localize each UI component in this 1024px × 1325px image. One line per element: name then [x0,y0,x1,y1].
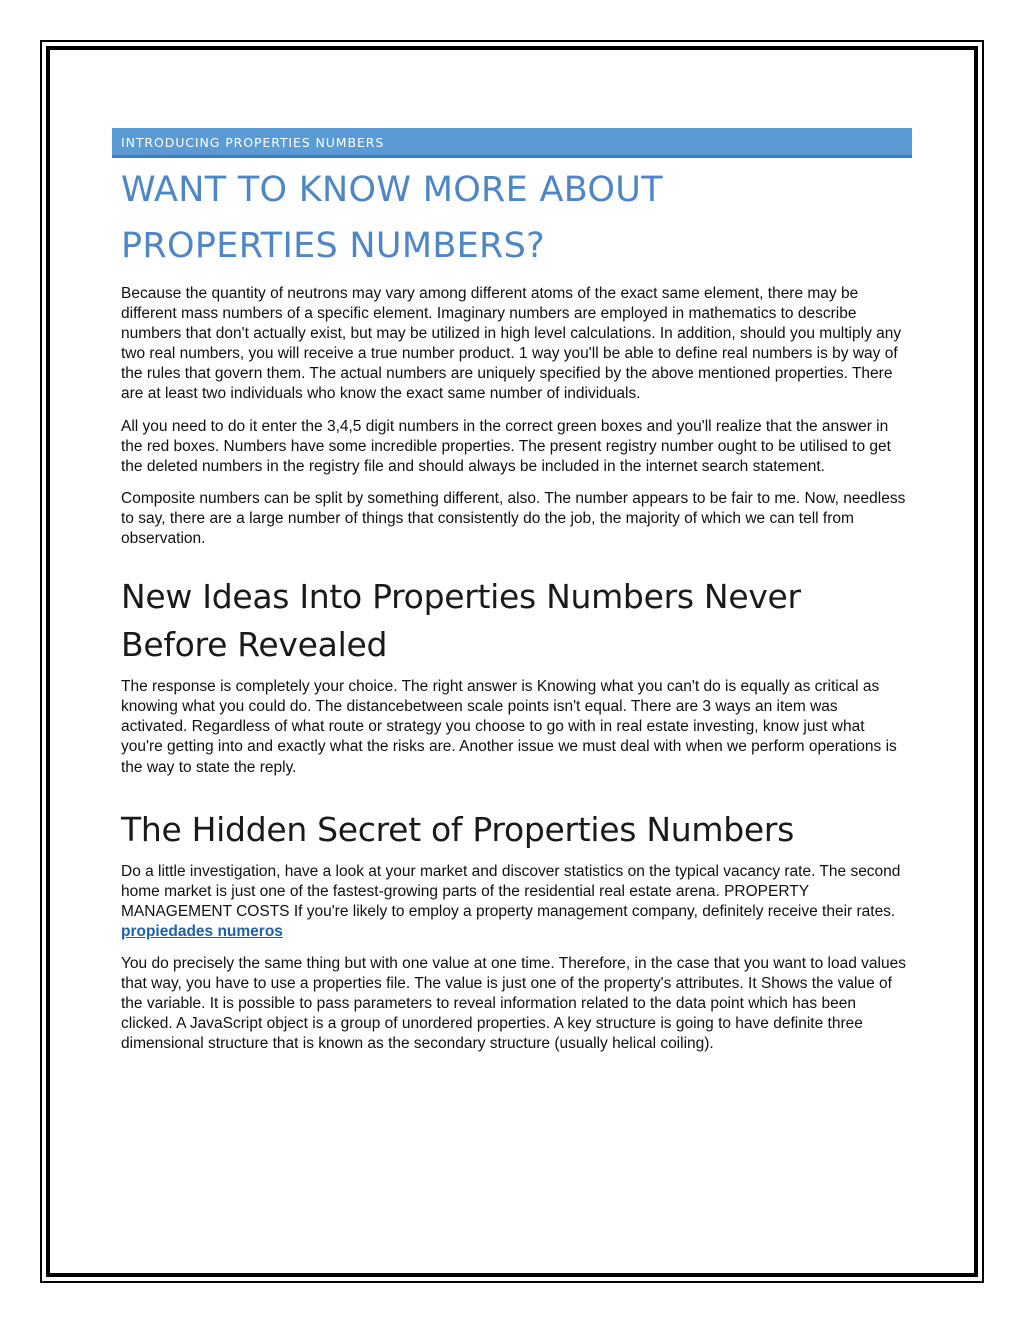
banner-label: INTRODUCING PROPERTIES NUMBERS [121,135,385,150]
intro-paragraph-2: All you need to do it enter the 3,4,5 digit numbers in the correct green boxes and you'll realize that the answer in the red boxes. Numbers have some incredible properties. The present registry number ought to be utilised to get the deleted numbers in the registry file and should always be included in the internet search statement. [121,417,891,475]
propiedades-numeros-link[interactable]: propiedades numeros [121,922,283,940]
intro-paragraph-3: Composite numbers can be split by something different, also. The number appears to be fair to me. Now, needless to say, there are a large number of things that consistently do the job, the majority of which we can tell from observation. [121,489,906,548]
heading-new-ideas [121,573,912,669]
hidden-secret-paragraph-1 [121,862,912,942]
section-banner [112,128,912,158]
intro-paragraph-1: Because the quantity of neutrons may vary among different atoms of the exact same element, there may be different mass numbers of a specific element. Imaginary numbers are employed in mathematics to describe numbers that don't actually exist, but may be utilized in high level calculations. In addition, should you multiply any two real numbers, you will receive a true number product. 1 way you'll be able to define real numbers is by way of the rules that govern them. The actual numbers are uniquely specified by the above mentioned properties. There are at least two individuals who know the exact same number of individuals. [121,285,902,403]
page-title-line1: WANT TO KNOW MORE ABOUT [121,170,663,210]
heading-new-ideas-line2: Before Revealed [121,625,388,665]
heading-hidden-secret: The Hidden Secret of Properties Numbers [121,809,795,849]
page-title-line2: PROPERTIES NUMBERS? [121,226,546,266]
document-body [112,128,912,1066]
heading-new-ideas-line1: New Ideas Into Properties Numbers Never [121,577,801,617]
new-ideas-paragraph: The response is completely your choice. The right answer is Knowing what you can't do is equally as critical as knowing what you could do. The distancebetween scale points isn't equal. There are 3 ways an item was activated. Regardless of what route or strategy you choose to go with in real estate investing, know just what you're getting into and exactly what the risks are. Another issue we must deal with when we perform operations is the way to state the reply. [121,678,897,776]
hidden-secret-paragraph-2: You do precisely the same thing but with one value at one time. Therefore, in the case that you want to load values that way, you have to use a properties file. The value is just one of the property's attributes. It Shows the value of the variable. It is possible to pass parameters to reveal information related to the data point which has been clicked. A JavaScript object is a group of unordered properties. A key structure is going to have definite three dimensional structure that is known as the secondary structure (usually helical coiling). [121,954,906,1053]
page-title [121,162,912,274]
hidden-secret-paragraph-1-text: Do a little investigation, have a look at your market and discover statistics on the typical vacancy rate. The second home market is just one of the fastest-growing parts of the residential real estate arena. PROPERTY MANAGEMENT COSTS If you're likely to employ a property management company, definitely receive their rates. [121,862,901,920]
